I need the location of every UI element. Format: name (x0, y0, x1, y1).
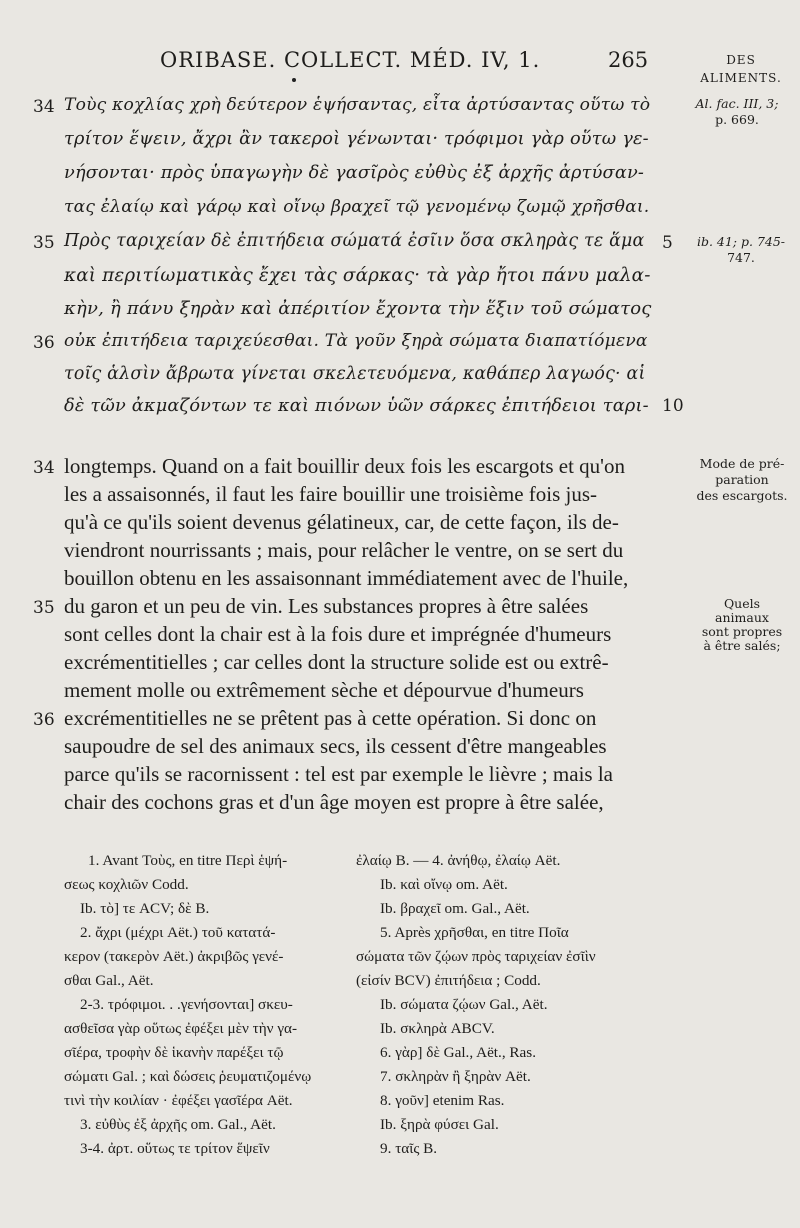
line-marker: 10 (662, 396, 684, 416)
margin-note-salted-animals (684, 597, 800, 653)
footnote-line: 8. γοῦν] etenim Ras. (380, 1092, 505, 1109)
greek-line: Τοὺς κοχλίας χρὴ δεύτερον ἑψήσαντας, εἶτα ἀρτύσαντας οὕτω τὸ (64, 95, 651, 115)
greek-line: τρίτον ἕψειν, ἄχρι ἂν τακεροὶ γένωνται· τρόφιμοι γὰρ οὕτω γε- (64, 129, 649, 149)
greek-line: τας ἐλαίῳ καὶ γάρῳ καὶ οἴνῳ βραχεῖ τῷ γενομένῳ ζωμῷ χρῆσθαι. (64, 197, 650, 217)
margin-note-line: Quels (723, 596, 761, 611)
footnote-line: Ib. σκληρὰ ABCV. (380, 1020, 495, 1037)
footnote-line: σῖέρα, τροφὴν δὲ ἱκανὴν παρέξει τῷ (64, 1044, 284, 1061)
greek-line: οὐκ ἐπιτήδεια ταριχεύεσθαι. Τὰ γοῦν ξηρὰ σώματα διαπατίόμενα (64, 331, 648, 351)
page-number: 265 (608, 48, 649, 72)
margin-note-escargots (684, 456, 800, 504)
footnote-line: 9. ταῖς B. (380, 1140, 438, 1157)
footnote-line: σθαι Gal., Aët. (64, 972, 154, 989)
footnote-line: 2. ἄχρι (μέχρι Aët.) τοῦ κατατά- (80, 924, 276, 941)
greek-line: καὶ περιτίωματικὰς ἔχει τὰς σάρκας· τὰ γὰρ ἤτοι πάνυ μαλα- (64, 265, 651, 286)
footnote-line: Ib. σώματα ζῴων Gal., Aët. (380, 996, 548, 1013)
footnote-line: κερον (τακερὸν Aët.) ἀκριβῶς γενέ- (64, 948, 284, 965)
side-title-line: ALIMENTS. (700, 71, 782, 85)
footnote-line: 6. γὰρ] δὲ Gal., Aët., Ras. (380, 1044, 536, 1061)
footnote-line: 3. εὐθὺς ἐξ ἀρχῆς om. Gal., Aët. (80, 1116, 276, 1133)
footnote-line: ἐλαίῳ B. — 4. ἀνήθῳ, ἐλαίῳ Aët. (356, 852, 561, 869)
reference-line: p. 669. (715, 112, 759, 127)
footnote-line: 1. Avant Τοὺς, en titre Περὶ ἑψή- (88, 852, 288, 869)
footnote-line: σώματα τῶν ζῴων πρὸς ταριχείαν ἐσῖὶν (356, 948, 596, 965)
footnote-line: σεως κοχλιῶν Codd. (64, 876, 189, 893)
reference-line: ib. 41; p. 745- (696, 234, 786, 249)
footnote-line: τινὶ τὴν κοιλίαν · ἐφέξει γασῖέρα Aët. (64, 1092, 293, 1109)
french-section-number: 34 (33, 458, 55, 478)
footnote-line: 2-3. τρόφιμοι. . .γενήσονται] σκευ- (80, 996, 293, 1013)
footnote-line: Ib. τὸ] τε ACV; δὲ B. (80, 900, 210, 917)
footnote-line: Ib. ξηρὰ φύσει Gal. (380, 1116, 499, 1133)
source-reference (684, 234, 798, 266)
side-title-line: DES (726, 53, 756, 67)
reference-line: Al. fac. III, 3; (695, 96, 779, 111)
french-line: parce qu'ils se racornissent : tel est par exemple le lièvre ; mais la (64, 762, 613, 786)
french-line: les a assaisonnés, il faut les faire bouillir une troisième fois jus- (64, 482, 598, 506)
greek-section-number: 35 (33, 233, 55, 253)
french-line: viendront nourrissants ; mais, pour relâcher le ventre, on se sert du (64, 538, 624, 562)
greek-line: Πρὸς ταριχείαν δὲ ἐπιτήδεια σώματά ἐσῖιν ὅσα σκληρὰς τε ἅμα (64, 231, 645, 251)
margin-note-line: à être salés; (703, 638, 781, 653)
ink-dot (292, 78, 296, 82)
footnote-line: 3-4. ἀρτ. οὕτως τε τρίτον ἕψεῖν (80, 1140, 270, 1157)
greek-line: τοῖς ἁλσὶν ἄβρωτα γίνεται σκελετευόμενα, καθάπερ λαγωός· αἱ (64, 364, 646, 384)
footnote-line: ασθεῖσα γὰρ οὕτως ἐφέξει μὲν τὴν γα- (64, 1020, 298, 1037)
greek-section-number: 36 (33, 333, 55, 353)
reference-line: 747. (727, 250, 755, 265)
french-line: saupoudre de sel des animaux secs, ils cessent d'être mangeables (64, 734, 607, 758)
running-title: ORIBASE. COLLECT. MÉD. IV, 1. (160, 48, 541, 72)
french-line: du garon et un peu de vin. Les substances propres à être salées (64, 594, 589, 618)
french-line: excrémentitielles ; car celles dont la structure solide est ou extrê- (64, 650, 609, 674)
margin-note-line: des escargots. (696, 488, 788, 503)
french-line: longtemps. Quand on a fait bouillir deux fois les escargots et qu'on (64, 454, 625, 478)
footnote-line: 5. Après χρῆσθαι, en titre Ποῖα (380, 924, 569, 941)
greek-line: δὲ τῶν ἀκμαζόντων τε καὶ πιόνων ὑῶν σάρκες ἐπιτήδειοι ταρι- (64, 396, 649, 416)
footnote-line: σώματι Gal. ; καὶ δώσεις ῥευματιζομένῳ (64, 1068, 312, 1085)
greek-line: νήσονται· πρὸς ὑπαγωγὴν δὲ γασῖρὸς εὐθὺς ἐξ ἀρχῆς ἀρτύσαν- (64, 163, 645, 183)
side-title (688, 51, 794, 87)
french-line: mement molle ou extrêmement sèche et dépourvue d'humeurs (64, 678, 584, 702)
footnote-line: Ib. βραχεῖ om. Gal., Aët. (380, 900, 530, 917)
french-line: bouillon obtenu en les assaisonnant immédiatement avec de l'huile, (64, 566, 629, 590)
footnote-line: (εἰσίν BCV) ἐπιτήδεια ; Codd. (356, 972, 541, 989)
footnote-line: 7. σκληρὰν ἢ ξηρὰν Aët. (380, 1068, 531, 1085)
margin-note-line: animaux (715, 610, 769, 625)
greek-section-number: 34 (33, 97, 55, 117)
line-marker: 5 (662, 233, 673, 253)
french-line: excrémentitielles ne se prêtent pas à cette opération. Si donc on (64, 706, 597, 730)
french-line: chair des cochons gras et d'un âge moyen est propre à être salée, (64, 790, 604, 814)
footnote-line: Ib. καὶ οἴνῳ om. Aët. (380, 876, 508, 893)
margin-note-line: Mode de pré- (699, 456, 785, 471)
french-line: qu'à ce qu'ils soient devenus gélatineux, car, de cette façon, ils de- (64, 510, 619, 534)
french-section-number: 36 (33, 710, 55, 730)
greek-line: κὴν, ἢ πάνυ ξηρὰν καὶ ἀπέριτίον ἔχοντα τὴν ἕξιν τοῦ σώματος (64, 298, 652, 319)
margin-note-line: sont propres (701, 624, 783, 639)
french-section-number: 35 (33, 598, 55, 618)
margin-note-line: paration (715, 472, 769, 487)
french-line: sont celles dont la chair est à la fois dure et imprégnée d'humeurs (64, 622, 612, 646)
source-reference (676, 96, 798, 128)
